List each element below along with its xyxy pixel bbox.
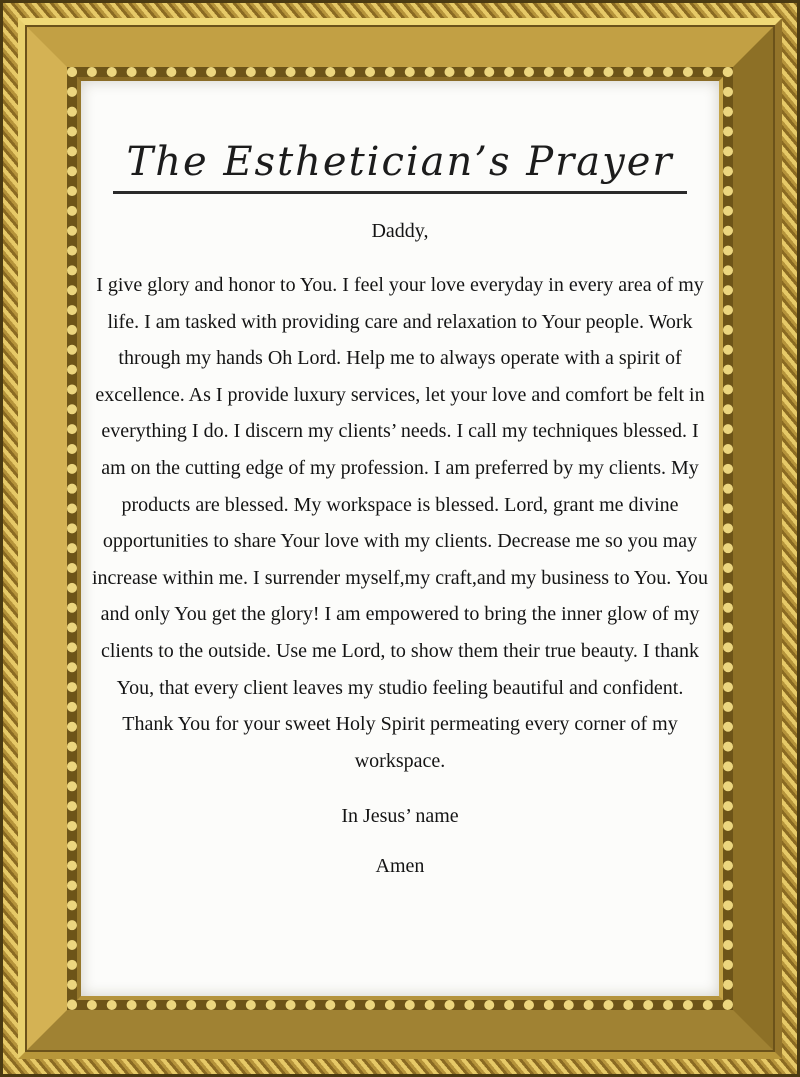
frame-inner-lip xyxy=(77,77,723,1000)
frame-rope-border xyxy=(3,3,797,1074)
prayer-title: The Esthetician’s Prayer xyxy=(113,139,688,194)
prayer-body: I give glory and honor to You. I feel your love everyday in every area of my life. I am tasked with providing care and relaxation to Your people. Work through my hands Oh Lord. Help me to always operate with a spirit of excellence. As I provide luxury services, let your love and comfort be felt in everything I do. I discern my clients’ needs. I call my techniques blessed. I am on the cutting edge of my profession. I am preferred by my clients. My products are blessed. My workspace is blessed. Lord, grant me divine opportunities to share Your love with my clients. Decrease me so you may increase within me. I surrender myself,my craft,and my business to You. You and only You get the glory! I am empowered to bring the inner glow of my clients to the outside. Use me Lord, to show them their true beauty. I thank You, that every client leaves my studio feeling beautiful and confident. Thank You for your sweet Holy Spirit permeating every corner of my workspace. xyxy=(91,274,709,772)
frame-dark-line xyxy=(25,25,775,1052)
title-wrapper xyxy=(89,139,711,194)
frame-beaded-border xyxy=(67,67,733,1010)
prayer-page xyxy=(81,81,719,996)
prayer-closing-line: In Jesus’ name xyxy=(341,805,459,828)
prayer-amen: Amen xyxy=(375,855,425,878)
frame-gold-panel xyxy=(27,27,773,1050)
frame-groove-border xyxy=(18,18,782,1059)
prayer-salutation: Daddy, xyxy=(371,220,429,242)
